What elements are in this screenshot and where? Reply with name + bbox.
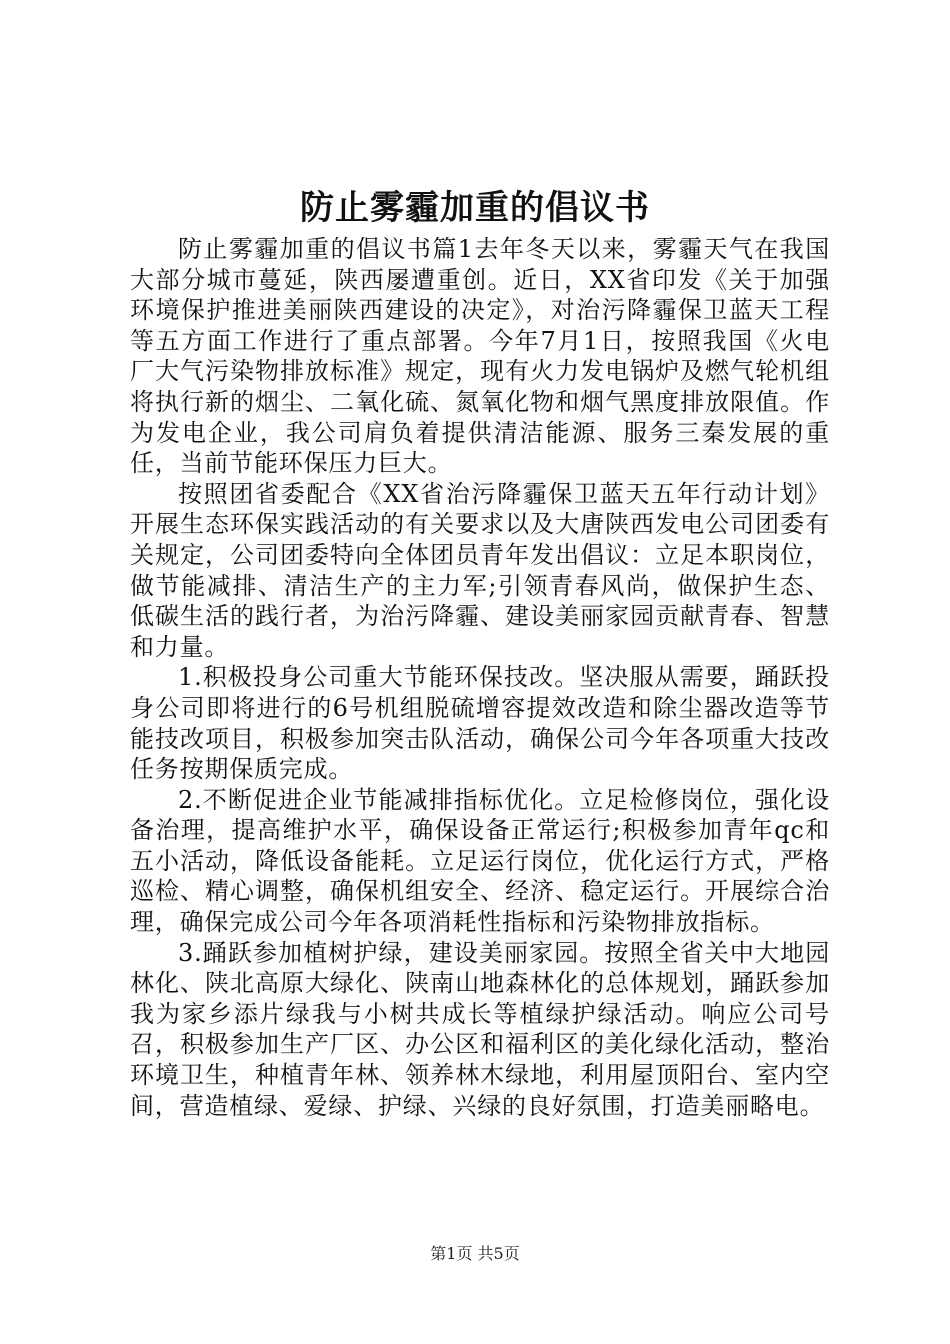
page-footer: 第1页 共5页: [430, 1244, 520, 1263]
paragraph-item-1: 1.积极投身公司重大节能环保技改。坚决服从需要，踊跃投身公司即将进行的6号机组脱硫增容提效改造和除尘器改造等节能技改项目，积极参加突击队活动，确保公司今年各项重大技改任务按期保质完成。: [130, 663, 830, 784]
paragraph-initiative: 按照团省委配合《XX省治污降霾保卫蓝天五年行动计划》开展生态环保实践活动的有关要求以及大唐陕西发电公司团委有关规定，公司团委特向全体团员青年发出倡议：立足本职岗位，做节能减排、清洁生产的主力军;引领青春风尚，做保护生态、低碳生活的践行者，为治污降霾、建设美丽家园贡献青春、智慧和力量。: [130, 479, 830, 661]
paragraph-item-2: 2.不断促进企业节能减排指标优化。立足检修岗位，强化设备治理，提高维护水平，确保设备正常运行;积极参加青年qc和五小活动，降低设备能耗。立足运行岗位，优化运行方式，严格巡检、精心调整，确保机组安全、经济、稳定运行。开展综合治理，确保完成公司今年各项消耗性指标和污染物排放指标。: [130, 785, 830, 937]
document-title: 防止雾霾加重的倡议书: [300, 188, 650, 228]
document-body: [130, 234, 830, 1121]
paragraph-intro: 防止雾霾加重的倡议书篇1去年冬天以来，雾霾天气在我国大部分城市蔓延，陕西屡遭重创。近日，XX省印发《关于加强环境保护推进美丽陕西建设的决定》，对治污降霾保卫蓝天工程等五方面工作进行了重点部署。今年7月1日，按照我国《火电厂大气污染物排放标准》规定，现有火力发电锅炉及燃气轮机组将执行新的烟尘、二氧化硫、氮氧化物和烟气黑度排放限值。作为发电企业，我公司肩负着提供清洁能源、服务三秦发展的重任，当前节能环保压力巨大。: [130, 235, 830, 478]
paragraph-item-3: 3.踊跃参加植树护绿，建设美丽家园。按照全省关中大地园林化、陕北高原大绿化、陕南山地森林化的总体规划，踊跃参加我为家乡添片绿我与小树共成长等植绿护绿活动。响应公司号召，积极参加生产厂区、办公区和福利区的美化绿化活动，整治环境卫生，种植青年林、领养林木绿地，利用屋顶阳台、室内空间，营造植绿、爱绿、护绿、兴绿的良好氛围，打造美丽略电。: [130, 938, 830, 1120]
